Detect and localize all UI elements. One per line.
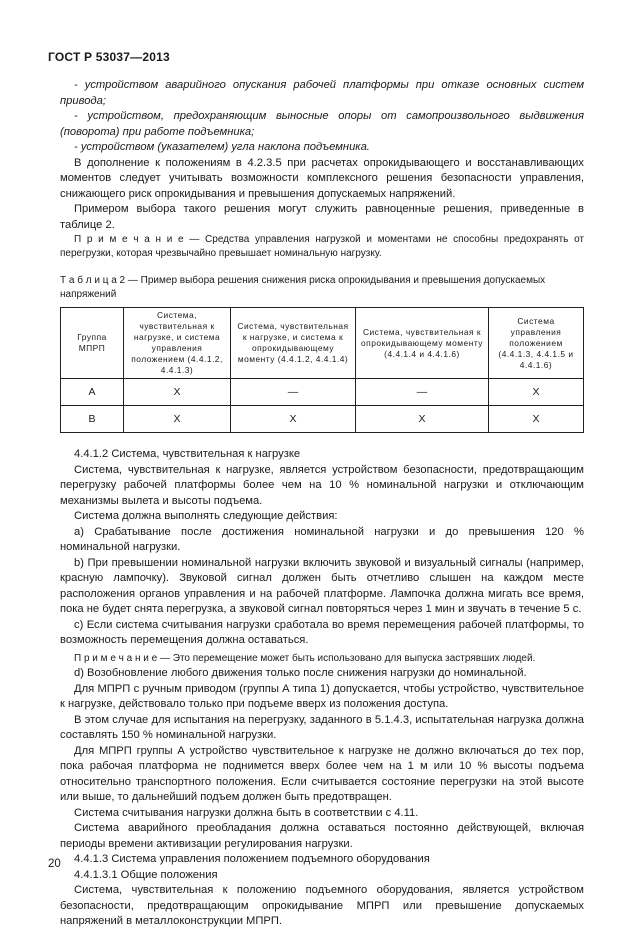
paragraph: Система аварийного преобладания должна оставаться постоянно действующей, включая периоды времени активизации регулирования нагрузки. xyxy=(60,822,584,850)
note xyxy=(60,233,584,260)
table-header-cell: Группа МПРП xyxy=(61,308,124,379)
table-cell: В xyxy=(61,406,124,433)
paragraph: Для МПРП с ручным приводом (группы А типа 1) допускается, чтобы устройство, чувствительное к нагрузке, действовало только при подъеме вверх из положения доступа. xyxy=(60,682,584,710)
table-cell: X xyxy=(124,406,231,433)
table-cell: X xyxy=(356,406,489,433)
table-header-cell: Система, чувствительная к опрокидывающему моменту (4.4.1.4 и 4.4.1.6) xyxy=(356,308,489,379)
paragraph: В дополнение к положениям в 4.2.3.5 при расчетах опрокидывающего и восстанавливающих моментов следует учитывать возможности комплексного решения безопасности управления, снижающего риск опрокидывания и превышения допускаемых напряжений. xyxy=(60,156,584,200)
list-item: а) Срабатывание после достижения номинальной нагрузки и до превышения 120 % номинальной нагрузки. xyxy=(60,525,584,553)
page-number: 20 xyxy=(48,858,61,870)
table-caption-text: — Пример выбора решения снижения риска опрокидывания и превышения допускаемых напряжений xyxy=(60,275,546,300)
table-cell: X xyxy=(231,406,356,433)
table-header-row xyxy=(61,308,584,379)
note-text: — Это перемещение может быть использовано для выпуска застрявших людей. xyxy=(157,652,536,664)
paragraph: В этом случае для испытания на перегрузку, заданного в 5.1.4.3, испытательная нагрузка должна составлять 150 % номинальной нагрузки. xyxy=(60,713,584,741)
bullet-item: - устройством (указателем) угла наклона подъемника. xyxy=(74,141,370,153)
section-heading: 4.4.1.3 Система управления положением подъемного оборудования xyxy=(74,853,430,865)
table-cell: X xyxy=(124,379,231,406)
list-item: d) Возобновление любого движения только после снижения нагрузки до номинальной. xyxy=(74,667,527,679)
paragraph: Для МПРП группы А устройство чувствительное к нагрузке не должно включаться до тех пор, пока рабочая платформа не поднимется вверх более чем на 1 м или 10 % высоты подъема относительно транспортного положения. Если считывается состояние перегрузки на этой высоте или выше, то дальнейший подъем должен быть предотвращен. xyxy=(60,744,584,803)
table-cell: X xyxy=(489,379,584,406)
table-caption xyxy=(60,274,584,301)
note-label: П р и м е ч а н и е xyxy=(74,234,184,245)
table-cell: X xyxy=(489,406,584,433)
document-header: ГОСТ Р 53037—2013 xyxy=(48,50,170,64)
table-cell: — xyxy=(356,379,489,406)
paragraph: Примером выбора такого решения могут служить равноценные решения, приведенные в таблице 2. xyxy=(60,203,584,231)
paragraph: Система должна выполнять следующие действия: xyxy=(74,510,338,522)
table-cell: — xyxy=(231,379,356,406)
table-row xyxy=(61,406,584,433)
paragraph: Система, чувствительная к нагрузке, является устройством безопасности, предотвращающим перегрузку рабочей платформы более чем на 10 % номинальной нагрузки и отключающим механизмы вылета и высоты подъема. xyxy=(60,463,584,507)
bullet-item: - устройством, предохраняющим выносные опоры от самопроизвольного выдвижения (поворота) при работе подъемника; xyxy=(60,110,584,138)
subsection-heading: 4.4.1.3.1 Общие положения xyxy=(74,868,218,881)
bullet-item: - устройством аварийного опускания рабочей платформы при отказе основных систем привода; xyxy=(60,79,584,107)
note-text: — Средства управления нагрузкой и моментами не способны предохранять от перегрузки, которая чрезвычайно превышает номинальную нагрузку. xyxy=(60,234,585,259)
section-heading: 4.4.1.2 Система, чувствительная к нагрузке xyxy=(74,448,301,460)
solutions-table xyxy=(60,307,584,433)
paragraph: Система считывания нагрузки должна быть в соответствии с 4.11. xyxy=(74,806,419,819)
table-header-cell: Система, чувствительная к нагрузке, и система к опрокидывающему моменту (4.4.1.2, 4.4.1.4) xyxy=(231,308,356,379)
note-label: П р и м е ч а н и е xyxy=(74,652,158,664)
paragraph: Система, чувствительная к положению подъемного оборудования, является устройством безопасности, предотвращающим опрокидывание МПРП или превышение допускаемых напряжений в металлоконструкции МПРП. xyxy=(60,884,584,927)
spacer xyxy=(60,433,584,447)
list-item: с) Если система считывания нагрузки сработала во время перемещения рабочей платформы, то возможность перемещения должна оставаться. xyxy=(60,618,584,646)
table-header-cell: Система, чувствительная к нагрузке, и система управления положением (4.4.1.2, 4.4.1.3) xyxy=(124,308,231,379)
table-row xyxy=(61,379,584,406)
table-caption-label: Т а б л и ц а 2 xyxy=(60,275,126,286)
table-cell: А xyxy=(61,379,124,406)
note xyxy=(60,652,584,666)
page-content xyxy=(60,78,584,930)
table-header-cell: Система управления положением (4.4.1.3, 4.4.1.5 и 4.4.1.6) xyxy=(489,308,584,379)
list-item: b) При превышении номинальной нагрузки включить звуковой и визуальный сигналы (например, красную лампочку). Звуковой сигнал должен быть отчетливо слышен на каждом месте расположения органов управления и на рабочей платформе. Лампочка должна мигать все время, пока не будет снята перегрузка, а звуковой сигнал повторяться через 1 мин и звучать в течение 5 с. xyxy=(60,556,584,615)
